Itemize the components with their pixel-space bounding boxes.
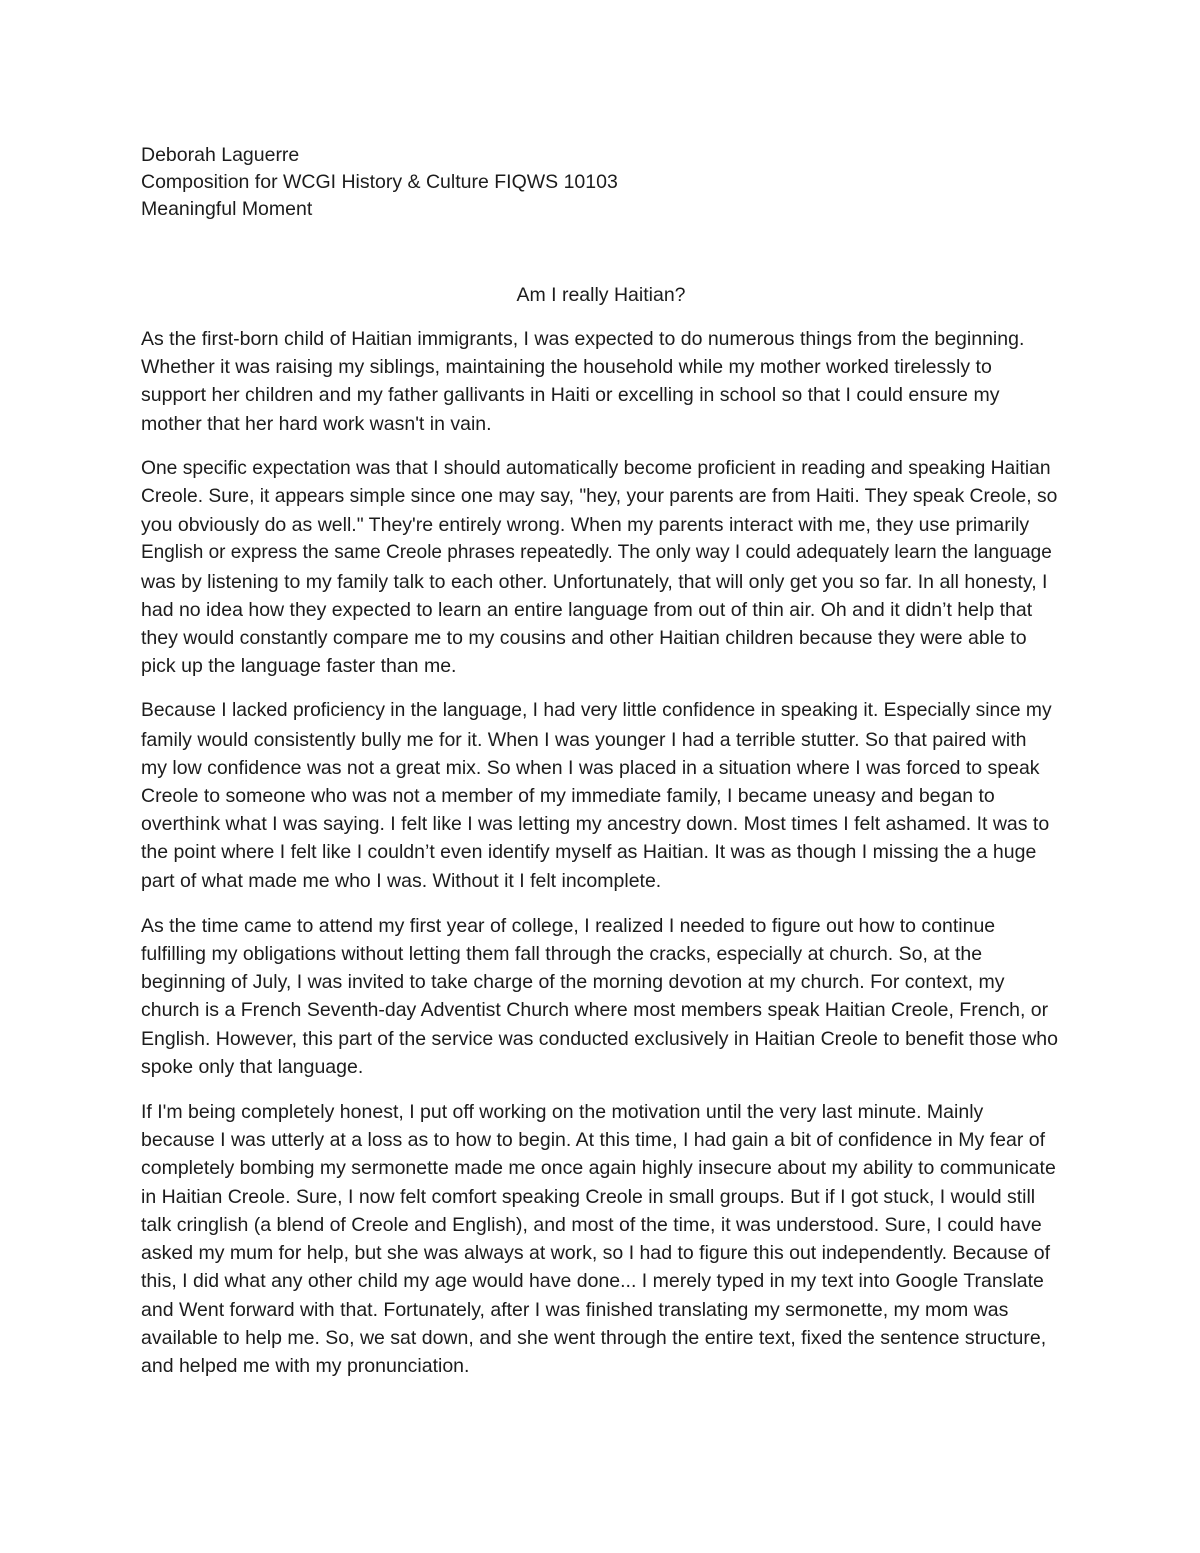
- text-line: in Haitian Creole. Sure, I now felt comfort speaking Creole in small groups. But if I got stuck, I would still: [141, 1185, 1036, 1208]
- essay-title: Am I really Haitian?: [516, 284, 686, 306]
- text-line: mother that her hard work wasn't in vain.: [141, 412, 492, 435]
- text-line: the point where I felt like I couldn’t even identify myself as Haitian. It was as though I missing the a huge: [141, 841, 1037, 864]
- text-line: Creole. Sure, it appears simple since one may say, "hey, your parents are from Haiti. They speak Creole, so: [141, 486, 1058, 508]
- paragraph: [141, 697, 1061, 894]
- text-line: this, I did what any other child my age would have done... I merely typed in my text into Google Translate: [141, 1270, 1044, 1293]
- author-name: Deborah Laguerre: [141, 144, 300, 166]
- text-line: Creole to someone who was not a member of my immediate family, I became uneasy and began to: [141, 785, 995, 808]
- text-line: pick up the language faster than me.: [141, 655, 457, 678]
- text-line: asked my mum for help, but she was always at work, so I had to figure this out independently. Because of: [141, 1242, 1051, 1265]
- assignment-name: Meaningful Moment: [141, 198, 313, 220]
- paragraph: [141, 325, 1061, 438]
- paragraph: [141, 1098, 1061, 1380]
- text-line: beginning of July, I was invited to take charge of the morning devotion at my church. For context, my: [141, 971, 1005, 994]
- text-line: available to help me. So, we sat down, and she went through the entire text, fixed the sentence structure,: [141, 1326, 1047, 1349]
- text-line: church is a French Seventh-day Adventist Church where most members speak Haitian Creole, French, or: [141, 999, 1049, 1022]
- text-line: part of what made me who I was. Without it I felt incomplete.: [141, 869, 662, 892]
- course-name: Composition for WCGI History & Culture FIQWS 10103: [141, 171, 618, 193]
- text-line: One specific expectation was that I should automatically become proficient in reading and speaking Haitian: [141, 457, 1051, 479]
- text-line: completely bombing my sermonette made me once again highly insecure about my ability to communicate: [141, 1157, 1056, 1180]
- text-line: spoke only that language.: [141, 1055, 364, 1078]
- text-line: English. However, this part of the service was conducted exclusively in Haitian Creole to benefit those who: [141, 1027, 1058, 1050]
- paragraph: [141, 912, 1061, 1081]
- text-line: you obviously do as well." They're entirely wrong. When my parents interact with me, they use primarily: [141, 514, 1030, 537]
- text-line: English or express the same Creole phrases repeatedly. The only way I could adequately learn the language: [141, 542, 1052, 564]
- text-line: family would consistently bully me for it. When I was younger I had a terrible stutter. So that paired with: [141, 728, 1027, 751]
- document-header: [141, 142, 1061, 223]
- text-line: because I was utterly at a loss as to how to begin. At this time, I had gain a bit of confidence in My fear of: [141, 1129, 1045, 1152]
- text-line: support her children and my father gallivants in Haiti or excelling in school so that I could ensure my: [141, 384, 1000, 407]
- text-line: my low confidence was not a great mix. So when I was placed in a situation where I was forced to speak: [141, 756, 1040, 779]
- text-line: talk cringlish (a blend of Creole and English), and most of the time, it was understood. Sure, I could have: [141, 1213, 1042, 1236]
- text-line: Because I lacked proficiency in the language, I had very little confidence in speaking it. Especially since my: [141, 700, 1052, 722]
- text-line: Whether it was raising my siblings, maintaining the household while my mother worked tirelessly to: [141, 356, 992, 379]
- text-line: If I'm being completely honest, I put off working on the motivation until the very last minute. Mainly: [141, 1101, 984, 1124]
- text-line: fulfilling my obligations without letting them fall through the cracks, especially at church. So, at the: [141, 943, 983, 966]
- text-line: was by listening to my family talk to each other. Unfortunately, that will only get you so far. In all honesty, I: [141, 570, 1048, 593]
- text-line: overthink what I was saying. I felt like I was letting my ancestry down. Most times I felt ashamed. It was to: [141, 813, 1050, 836]
- text-line: and Went forward with that. Fortunately, after I was finished translating my sermonette, my mom was: [141, 1298, 1009, 1321]
- text-line: As the first-born child of Haitian immigrants, I was expected to do numerous things from the beginning.: [141, 328, 1025, 350]
- text-line: they would constantly compare me to my cousins and other Haitian children because they were able to: [141, 627, 1027, 650]
- text-line: As the time came to attend my first year of college, I realized I needed to figure out how to continue: [141, 914, 996, 937]
- text-line: and helped me with my pronunciation.: [141, 1354, 470, 1377]
- essay-body: [141, 325, 1061, 1397]
- text-line: had no idea how they expected to learn an entire language from out of thin air. Oh and it didn’t help that: [141, 598, 1033, 621]
- paragraph: [141, 455, 1061, 681]
